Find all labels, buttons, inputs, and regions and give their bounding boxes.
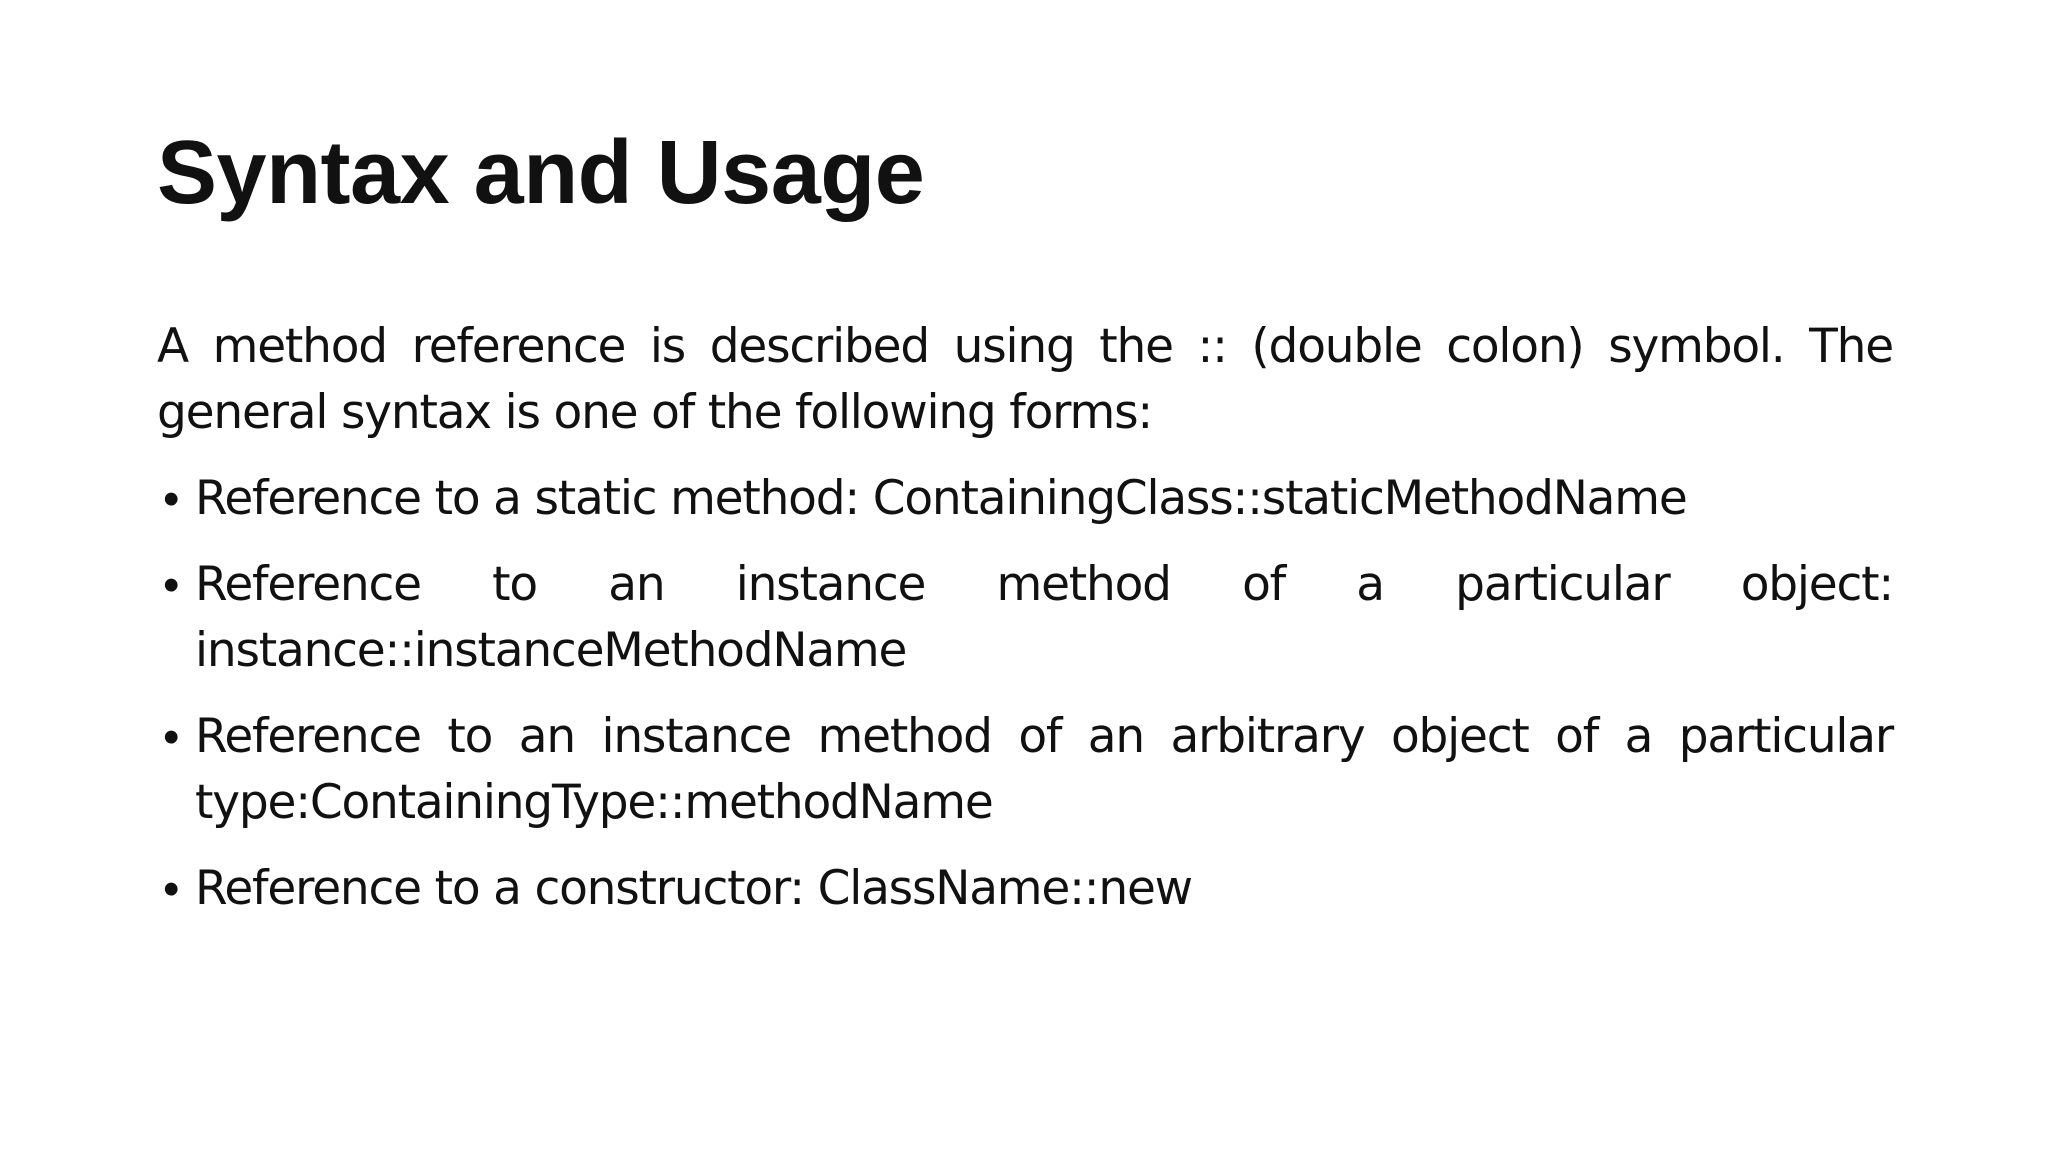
slide-body [157, 314, 1893, 942]
bullet-text: Reference to an instance method of a particular object: instance::instanceMethodName [195, 557, 1893, 678]
bullet-text: Reference to an instance method of an arbitrary object of a particular type:ContainingType::methodName [195, 709, 1893, 830]
bullet-text: Reference to a static method: ContainingClass::staticMethodName [195, 471, 1687, 526]
bullet-dot-icon: • [163, 710, 179, 763]
bullet-item-instance-method [157, 552, 1893, 684]
bullet-item-constructor [157, 856, 1893, 922]
intro-paragraph: A method reference is described using the :: (double colon) symbol. The general syntax is one of the following forms: [157, 319, 1893, 440]
slide-title: Syntax and Usage [157, 123, 925, 223]
bullet-dot-icon: • [163, 472, 179, 525]
bullet-item-arbitrary-object [157, 704, 1893, 836]
bullet-dot-icon: • [163, 558, 179, 611]
bullet-text: Reference to a constructor: ClassName::new [195, 861, 1192, 916]
bullet-item-static-method [157, 466, 1893, 532]
bullet-dot-icon: • [163, 862, 179, 915]
bullet-list [157, 466, 1893, 922]
